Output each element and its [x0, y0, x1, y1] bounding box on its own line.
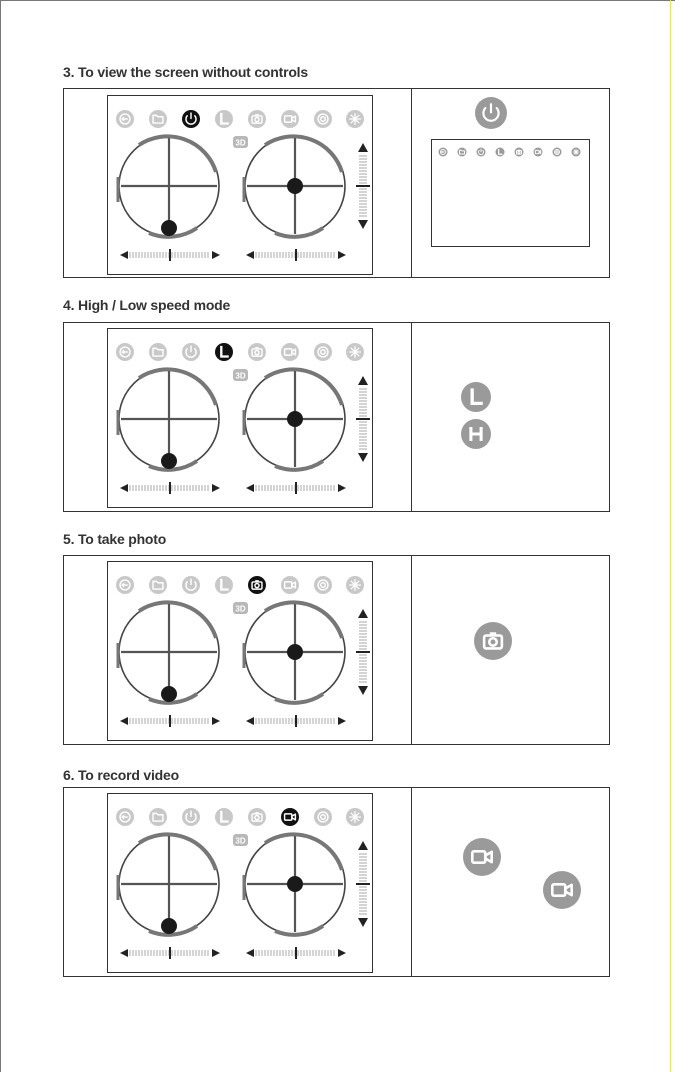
mode-badge[interactable] — [233, 369, 248, 381]
right-joystick[interactable] — [244, 834, 345, 935]
gyro-icon[interactable] — [314, 576, 332, 594]
left-horizontal-trim[interactable] — [120, 715, 220, 727]
joystick-knob[interactable] — [161, 453, 177, 469]
low-speed-icon[interactable] — [215, 808, 233, 826]
joystick-knob[interactable] — [161, 220, 177, 236]
page-top-edge — [0, 0, 675, 1]
section-4-box — [63, 322, 610, 512]
section-5-box — [63, 555, 610, 745]
low-speed-icon[interactable] — [215, 110, 233, 128]
joystick-knob[interactable] — [161, 686, 177, 702]
left-joystick[interactable] — [118, 136, 219, 237]
power-icon[interactable] — [475, 97, 507, 134]
mini-screen — [431, 139, 590, 247]
section-5-heading: 5. To take photo — [63, 531, 167, 547]
right-joystick[interactable] — [244, 369, 345, 470]
folder-icon[interactable] — [149, 343, 167, 361]
calibrate-icon[interactable] — [346, 110, 364, 128]
vertical-trim-slider[interactable] — [356, 841, 370, 927]
video-icon[interactable] — [534, 148, 543, 157]
right-horizontal-trim[interactable] — [246, 947, 346, 959]
low-speed-icon[interactable] — [461, 382, 491, 417]
calibrate-icon[interactable] — [572, 148, 581, 157]
mini-toolbar — [436, 145, 585, 157]
power-icon[interactable] — [182, 110, 200, 128]
power-icon[interactable] — [477, 148, 486, 157]
section-3-heading: 3. To view the screen without controls — [63, 64, 308, 80]
toolbar — [116, 110, 364, 128]
left-horizontal-trim[interactable] — [120, 249, 220, 261]
low-speed-icon[interactable] — [215, 576, 233, 594]
power-icon[interactable] — [182, 576, 200, 594]
power-icon[interactable] — [182, 343, 200, 361]
gyro-icon[interactable] — [314, 808, 332, 826]
power-icon[interactable] — [182, 808, 200, 826]
back-icon[interactable] — [439, 148, 448, 157]
left-horizontal-trim[interactable] — [120, 947, 220, 959]
page-left-edge — [0, 0, 1, 1072]
section-divider — [411, 89, 412, 277]
app-screen — [107, 561, 373, 741]
back-icon[interactable] — [116, 808, 134, 826]
high-speed-icon[interactable] — [461, 419, 491, 454]
section-divider — [411, 556, 412, 744]
page-right-edge — [670, 0, 671, 1072]
section-3-box — [63, 88, 610, 278]
video-icon[interactable] — [281, 576, 299, 594]
app-screen — [107, 328, 373, 508]
video-icon[interactable] — [281, 343, 299, 361]
right-horizontal-trim[interactable] — [246, 715, 346, 727]
section-6-heading: 6. To record video — [63, 767, 179, 783]
mode-badge-label: 3D — [235, 836, 246, 846]
video-icon[interactable] — [281, 110, 299, 128]
joystick-knob[interactable] — [161, 918, 177, 934]
app-screen — [107, 95, 373, 275]
joystick-knob[interactable] — [287, 876, 303, 892]
back-icon[interactable] — [116, 576, 134, 594]
toolbar — [116, 343, 364, 361]
left-joystick[interactable] — [118, 369, 219, 470]
folder-icon[interactable] — [149, 110, 167, 128]
calibrate-icon[interactable] — [346, 343, 364, 361]
back-icon[interactable] — [116, 110, 134, 128]
back-icon[interactable] — [116, 343, 134, 361]
vertical-trim-slider[interactable] — [356, 376, 370, 462]
left-horizontal-trim[interactable] — [120, 482, 220, 494]
toolbar — [116, 808, 364, 826]
mode-badge[interactable] — [233, 136, 248, 148]
section-divider — [411, 788, 412, 976]
gyro-icon[interactable] — [314, 343, 332, 361]
calibrate-icon[interactable] — [346, 576, 364, 594]
low-speed-icon[interactable] — [215, 343, 233, 361]
folder-icon[interactable] — [149, 808, 167, 826]
mode-badge[interactable] — [233, 834, 248, 846]
section-6-box — [63, 787, 610, 977]
camera-icon[interactable] — [248, 808, 266, 826]
camera-icon[interactable] — [474, 622, 512, 665]
left-joystick[interactable] — [118, 602, 219, 703]
right-joystick[interactable] — [244, 602, 345, 703]
camera-icon[interactable] — [248, 343, 266, 361]
low-speed-icon[interactable] — [496, 148, 505, 157]
camera-icon[interactable] — [248, 110, 266, 128]
camera-icon[interactable] — [248, 576, 266, 594]
mode-badge-label: 3D — [235, 138, 246, 148]
gyro-icon[interactable] — [314, 110, 332, 128]
gyro-icon[interactable] — [553, 148, 562, 157]
mode-badge[interactable] — [233, 602, 248, 614]
app-screen — [107, 793, 373, 973]
mode-badge-label: 3D — [235, 371, 246, 381]
left-joystick[interactable] — [118, 834, 219, 935]
calibrate-icon[interactable] — [346, 808, 364, 826]
folder-icon[interactable] — [458, 148, 467, 157]
toolbar — [116, 576, 364, 594]
folder-icon[interactable] — [149, 576, 167, 594]
mode-badge-label: 3D — [235, 604, 246, 614]
video-icon[interactable] — [463, 838, 501, 881]
right-horizontal-trim[interactable] — [246, 249, 346, 261]
section-4-heading: 4. High / Low speed mode — [63, 297, 231, 313]
joystick-knob[interactable] — [287, 411, 303, 427]
video-icon[interactable] — [543, 871, 581, 914]
right-joystick[interactable] — [244, 136, 345, 237]
right-horizontal-trim[interactable] — [246, 482, 346, 494]
joystick-knob[interactable] — [287, 644, 303, 660]
camera-icon[interactable] — [515, 148, 524, 157]
vertical-trim-slider[interactable] — [356, 143, 370, 229]
joystick-knob[interactable] — [287, 178, 303, 194]
video-icon[interactable] — [281, 808, 299, 826]
section-divider — [411, 323, 412, 511]
vertical-trim-slider[interactable] — [356, 609, 370, 695]
